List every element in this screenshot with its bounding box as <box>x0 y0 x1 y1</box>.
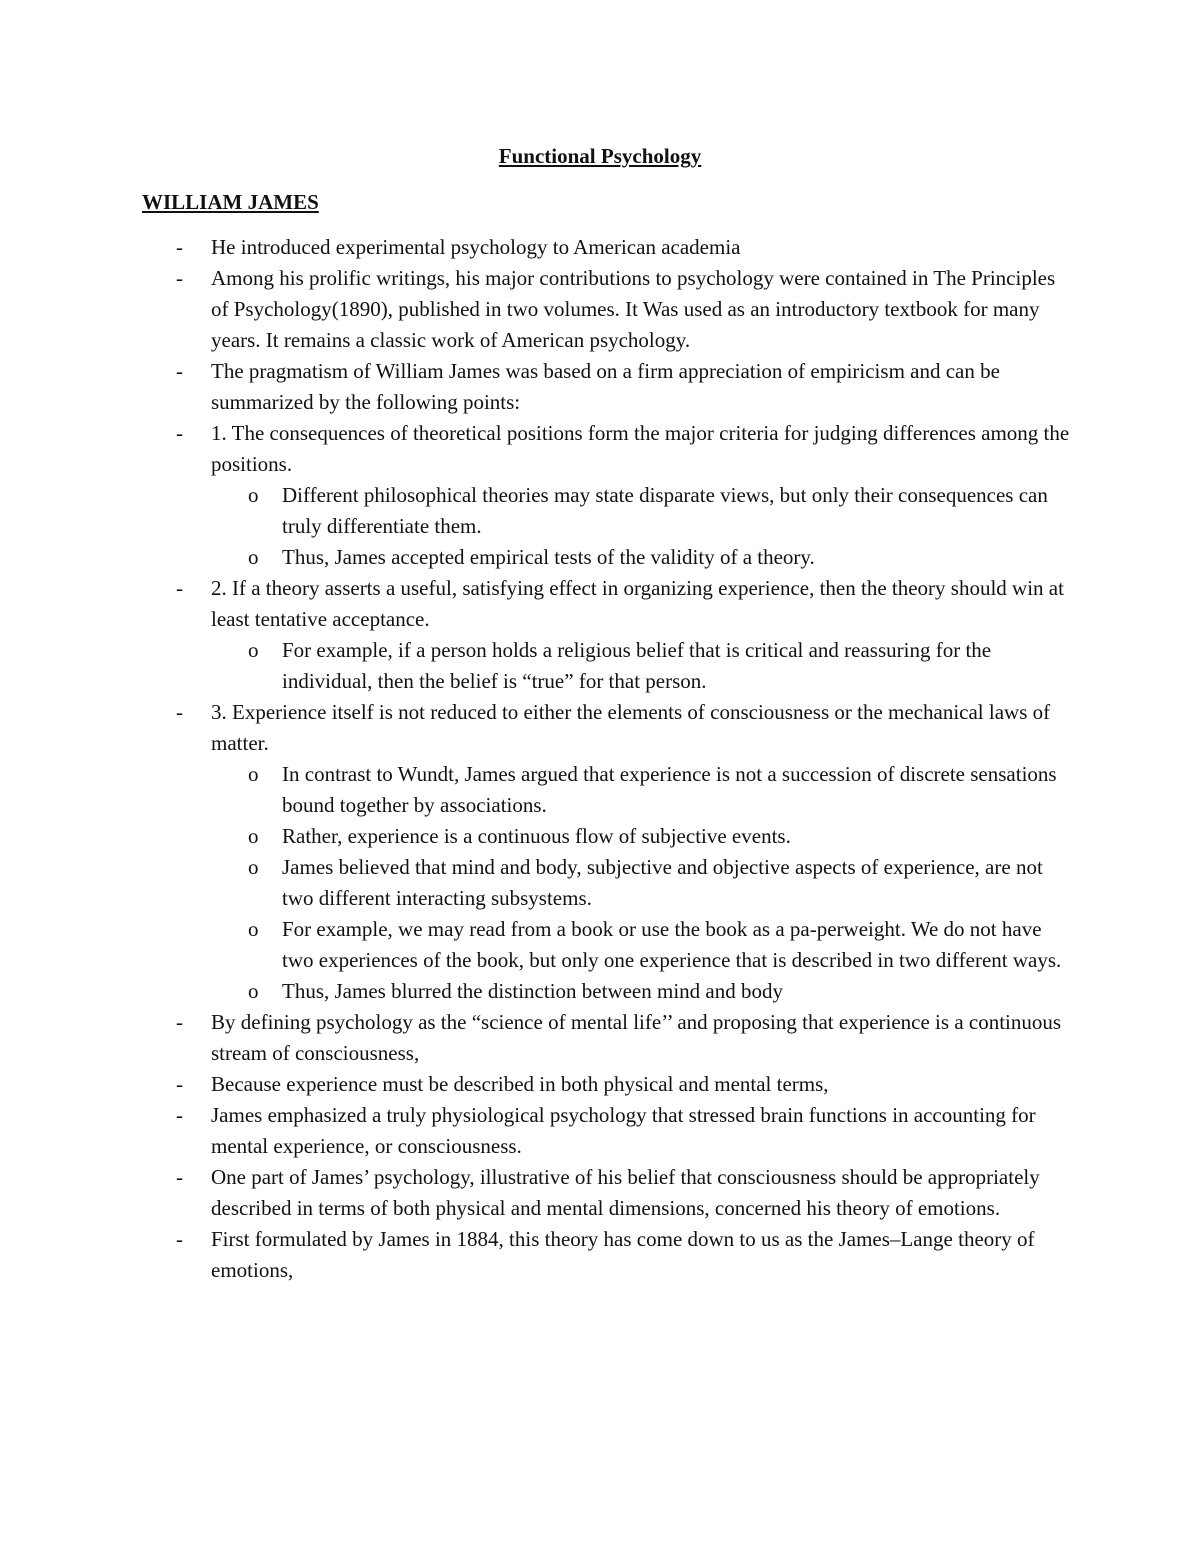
section-heading: WILLIAM JAMES <box>142 190 319 214</box>
dash-marker: - <box>176 1165 183 1189</box>
sub-bullet-marker: o <box>248 545 259 569</box>
list-item-text: For example, we may read from a book or use the book as a pa-perweight. We do not have two experiences of the book, but only one experience that is described in two different ways. <box>282 917 1062 972</box>
list-item <box>0 1224 1200 1286</box>
page-title: Functional Psychology <box>498 144 702 168</box>
list-item-text: First formulated by James in 1884, this theory has come down to us as the James–Lange theory of emotions, <box>211 1227 1035 1282</box>
list-item-text: 1. The consequences of theoretical positions form the major criteria for judging differences among the positions. <box>211 421 1070 476</box>
list-item-text: Among his prolific writings, his major contributions to psychology were contained in The Principles of Psychology(1890), published in two volumes. It Was used as an introductory textbook for many years. It remains a classic work of American psychology. <box>211 266 1056 352</box>
sub-list-item <box>0 480 1200 542</box>
list-item-text: The pragmatism of William James was based on a firm appreciation of empiricism and can be summarized by the following points: <box>211 359 1000 414</box>
dash-marker: - <box>176 576 183 600</box>
list-item-text: 3. Experience itself is not reduced to either the elements of consciousness or the mechanical laws of matter. <box>211 700 1051 755</box>
list-item <box>0 263 1200 356</box>
list-item-text: Thus, James blurred the distinction between mind and body <box>282 979 783 1003</box>
list-item <box>0 1069 1200 1100</box>
list-item-text: Different philosophical theories may state disparate views, but only their consequences can truly differentiate them. <box>282 483 1048 538</box>
dash-marker: - <box>176 1227 183 1251</box>
list-item-text: For example, if a person holds a religious belief that is critical and reassuring for the individual, then the belief is “true” for that person. <box>282 638 992 693</box>
sub-list-item <box>0 635 1200 697</box>
sub-bullet-marker: o <box>248 824 259 848</box>
sub-list-item <box>0 852 1200 914</box>
dash-marker: - <box>176 266 183 290</box>
list-item-text: In contrast to Wundt, James argued that experience is not a succession of discrete sensations bound together by associations. <box>282 762 1057 817</box>
list-item <box>0 356 1200 418</box>
sub-list-item <box>0 542 1200 573</box>
list-item <box>0 1100 1200 1162</box>
list-item <box>0 1162 1200 1224</box>
list-item <box>0 573 1200 635</box>
list-item-text: One part of James’ psychology, illustrative of his belief that consciousness should be appropriately described in terms of both physical and mental dimensions, concerned his theory of emotions. <box>211 1165 1040 1220</box>
list-item-text: James believed that mind and body, subjective and objective aspects of experience, are not two different interacting subsystems. <box>282 855 1043 910</box>
sub-bullet-marker: o <box>248 483 259 507</box>
sub-bullet-marker: o <box>248 917 259 941</box>
dash-marker: - <box>176 1072 183 1096</box>
sub-bullet-marker: o <box>248 855 259 879</box>
list-item-text: Because experience must be described in both physical and mental terms, <box>211 1072 829 1096</box>
list-item-text: Rather, experience is a continuous flow of subjective events. <box>282 824 791 848</box>
sub-bullet-marker: o <box>248 638 259 662</box>
dash-marker: - <box>176 421 183 445</box>
list-item-text: 2. If a theory asserts a useful, satisfying effect in organizing experience, then the theory should win at least tentative acceptance. <box>211 576 1064 631</box>
list-item-text: Thus, James accepted empirical tests of the validity of a theory. <box>282 545 815 569</box>
dash-marker: - <box>176 700 183 724</box>
bullet-list <box>0 232 1200 1286</box>
dash-marker: - <box>176 359 183 383</box>
list-item-text: By defining psychology as the “science of mental life’’ and proposing that experience is a continuous stream of consciousness, <box>211 1010 1062 1065</box>
list-item-text: He introduced experimental psychology to American academia <box>211 235 741 259</box>
sub-list-item <box>0 976 1200 1007</box>
sub-list-item <box>0 914 1200 976</box>
sub-list-item <box>0 759 1200 821</box>
list-item <box>0 232 1200 263</box>
dash-marker: - <box>176 1103 183 1127</box>
list-item <box>0 1007 1200 1069</box>
dash-marker: - <box>176 235 183 259</box>
sub-bullet-marker: o <box>248 762 259 786</box>
list-item <box>0 697 1200 759</box>
sub-bullet-marker: o <box>248 979 259 1003</box>
list-item <box>0 418 1200 480</box>
sub-list-item <box>0 821 1200 852</box>
dash-marker: - <box>176 1010 183 1034</box>
list-item-text: James emphasized a truly physiological psychology that stressed brain functions in accounting for mental experience, or consciousness. <box>211 1103 1036 1158</box>
